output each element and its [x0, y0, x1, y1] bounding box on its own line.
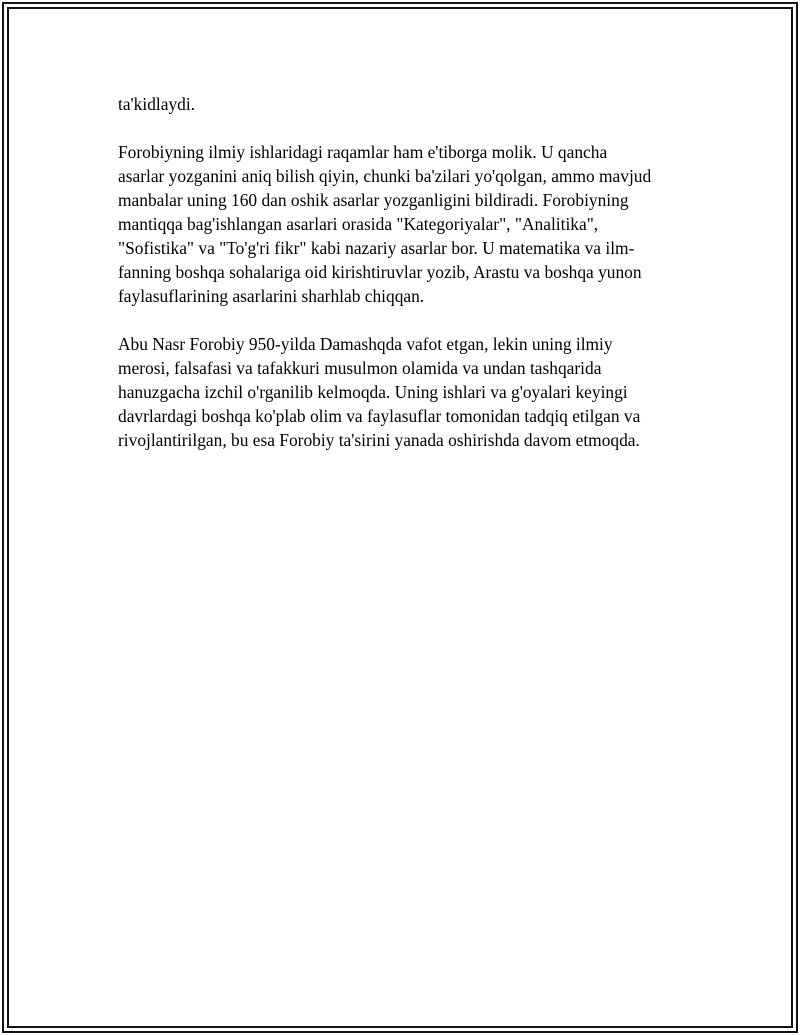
text-line: "Sofistika" va "To'g'ri fikr" kabi nazariy asarlar bor. U matematika va ilm- [118, 238, 635, 258]
paragraph-3 [118, 332, 678, 452]
text-line: davrlardagi boshqa ko'plab olim va faylasuflar tomonidan tadqiq etilgan va [118, 406, 641, 426]
text-line: Forobiyning ilmiy ishlaridagi raqamlar ham e'tiborga molik. U qancha [118, 142, 608, 162]
text-line: hanuzgacha izchil o'rganilib kelmoqda. Uning ishlari va g'oyalari keyingi [118, 382, 628, 402]
paragraph-1 [118, 92, 678, 116]
text-line: merosi, falsafasi va tafakkuri musulmon olamida va undan tashqarida [118, 358, 602, 378]
text-line: Abu Nasr Forobiy 950-yilda Damashqda vafot etgan, lekin uning ilmiy [118, 334, 613, 354]
text-line: rivojlantirilgan, bu esa Forobiy ta'sirini yanada oshirishda davom etmoqda. [118, 430, 640, 450]
text-line: ta'kidlaydi. [118, 94, 196, 114]
text-line: faylasuflarining asarlarini sharhlab chiqqan. [118, 286, 425, 306]
text-line: mantiqqa bag'ishlangan asarlari orasida "Kategoriyalar", "Analitika", [118, 214, 599, 234]
text-line: manbalar uning 160 dan oshik asarlar yozganligini bildiradi. Forobiyning [118, 190, 629, 210]
text-line: fanning boshqa sohalariga oid kirishtiruvlar yozib, Arastu va boshqa yunon [118, 262, 642, 282]
paragraph-2 [118, 140, 678, 308]
text-line: asarlar yozganini aniq bilish qiyin, chunki ba'zilari yo'qolgan, ammo mavjud [118, 166, 652, 186]
document-body [118, 92, 678, 476]
